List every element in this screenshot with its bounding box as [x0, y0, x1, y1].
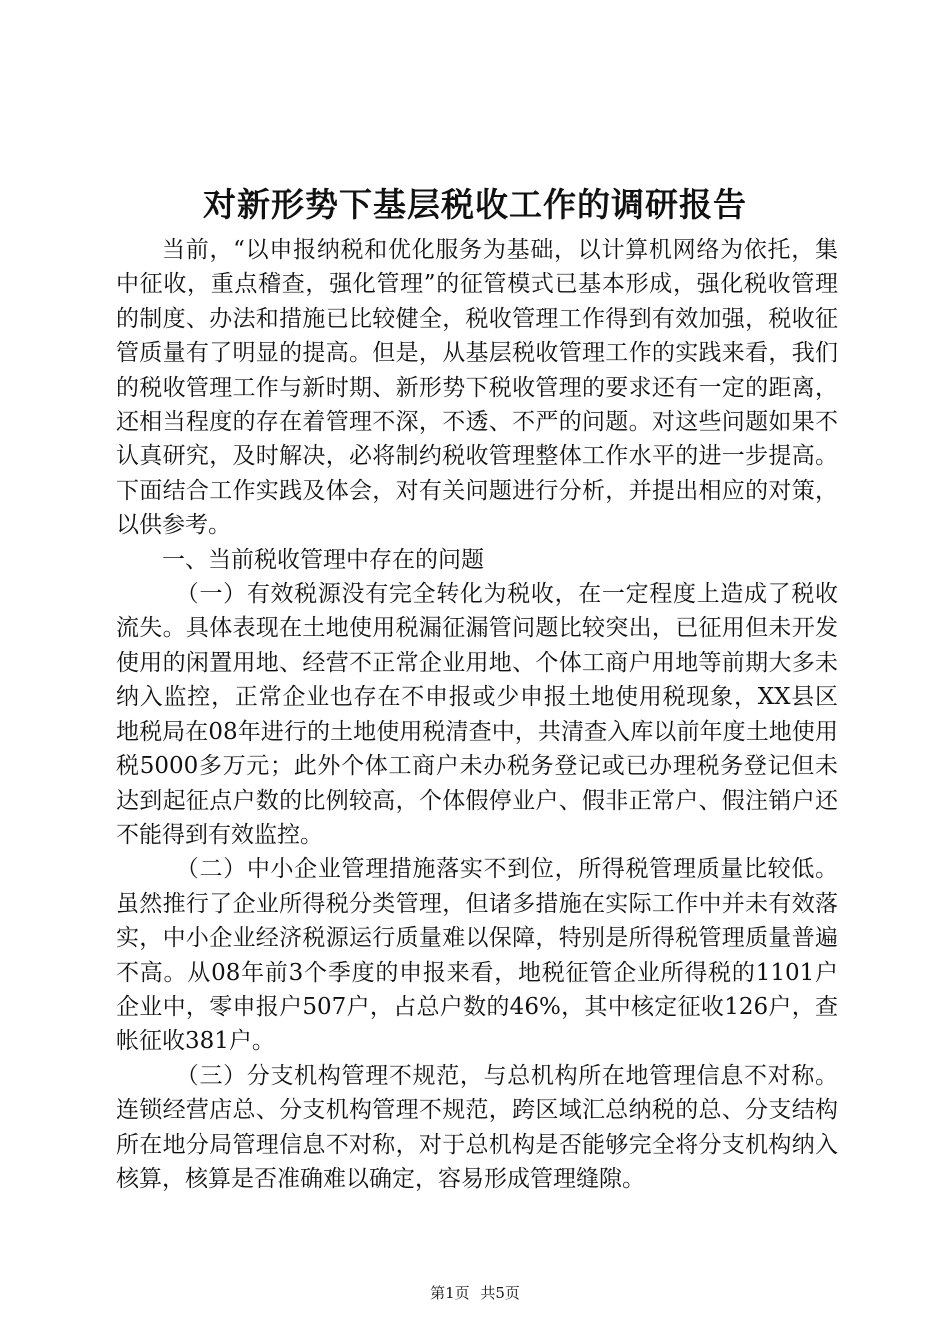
- page-footer: [0, 1283, 950, 1303]
- document-title: 对新形势下基层税收工作的调研报告: [203, 185, 747, 224]
- intro-paragraph: 当前，“以申报纳税和优化服务为基础，以计算机网络为依托，集中征收，重点稽查，强化管理”的征管模式已基本形成，强化税收管理的制度、办法和措施已比较健全，税收管理工作得到有效加强，税收征管质量有了明显的提高。但是，从基层税收管理工作的实践来看，我们的税收管理工作与新时期、新形势下税收管理的要求还有一定的距离，还相当程度的存在着管理不深，不透、不严的问题。对这些问题如果不认真研究，及时解决，必将制约税收管理整体工作水平的进一步提高。下面结合工作实践及体会，对有关问题进行分析，并提出相应的对策，以供参考。: [116, 237, 838, 539]
- subsection-paragraph-1: （一）有效税源没有完全转化为税收，在一定程度上造成了税收流失。具体表现在土地使用税漏征漏管问题比较突出，已征用但未开发使用的闲置用地、经营不正常企业用地、个体工商户用地等前期大多未纳入监控，正常企业也存在不申报或少申报土地使用税现象，XX县区地税局在08年进行的土地使用税清查中，共清查入库以前年度土地使用税5000多万元；此外个体工商户未办税务登记或已办理税务登记但未达到起征点户数的比例较高，个体假停业户、假非正常户、假注销户还不能得到有效监控。: [116, 581, 838, 848]
- subsection-paragraph-3: （三）分支机构管理不规范，与总机构所在地管理信息不对称。连锁经营店总、分支机构管理不规范，跨区域汇总纳税的总、分支结构所在地分局管理信息不对称，对于总机构是否能够完全将分支机构纳入核算，核算是否准确难以确定，容易形成管理缝隙。: [116, 1062, 838, 1192]
- page-total: 共5页: [480, 1284, 520, 1302]
- subsection-paragraph-2: （二）中小企业管理措施落实不到位，所得税管理质量比较低。虽然推行了企业所得税分类管理，但诸多措施在实际工作中并未有效落实，中小企业经济税源运行质量难以保障，特别是所得税管理质量普遍不高。从08年前3个季度的申报来看，地税征管企业所得税的1101户企业中，零申报户507户，占总户数的46%，其中核定征收126户，查帐征收381户。: [116, 856, 838, 1055]
- document-body: [116, 233, 838, 1196]
- section-heading: 一、当前税收管理中存在的问题: [162, 546, 484, 573]
- page-number: 第1页: [430, 1284, 470, 1302]
